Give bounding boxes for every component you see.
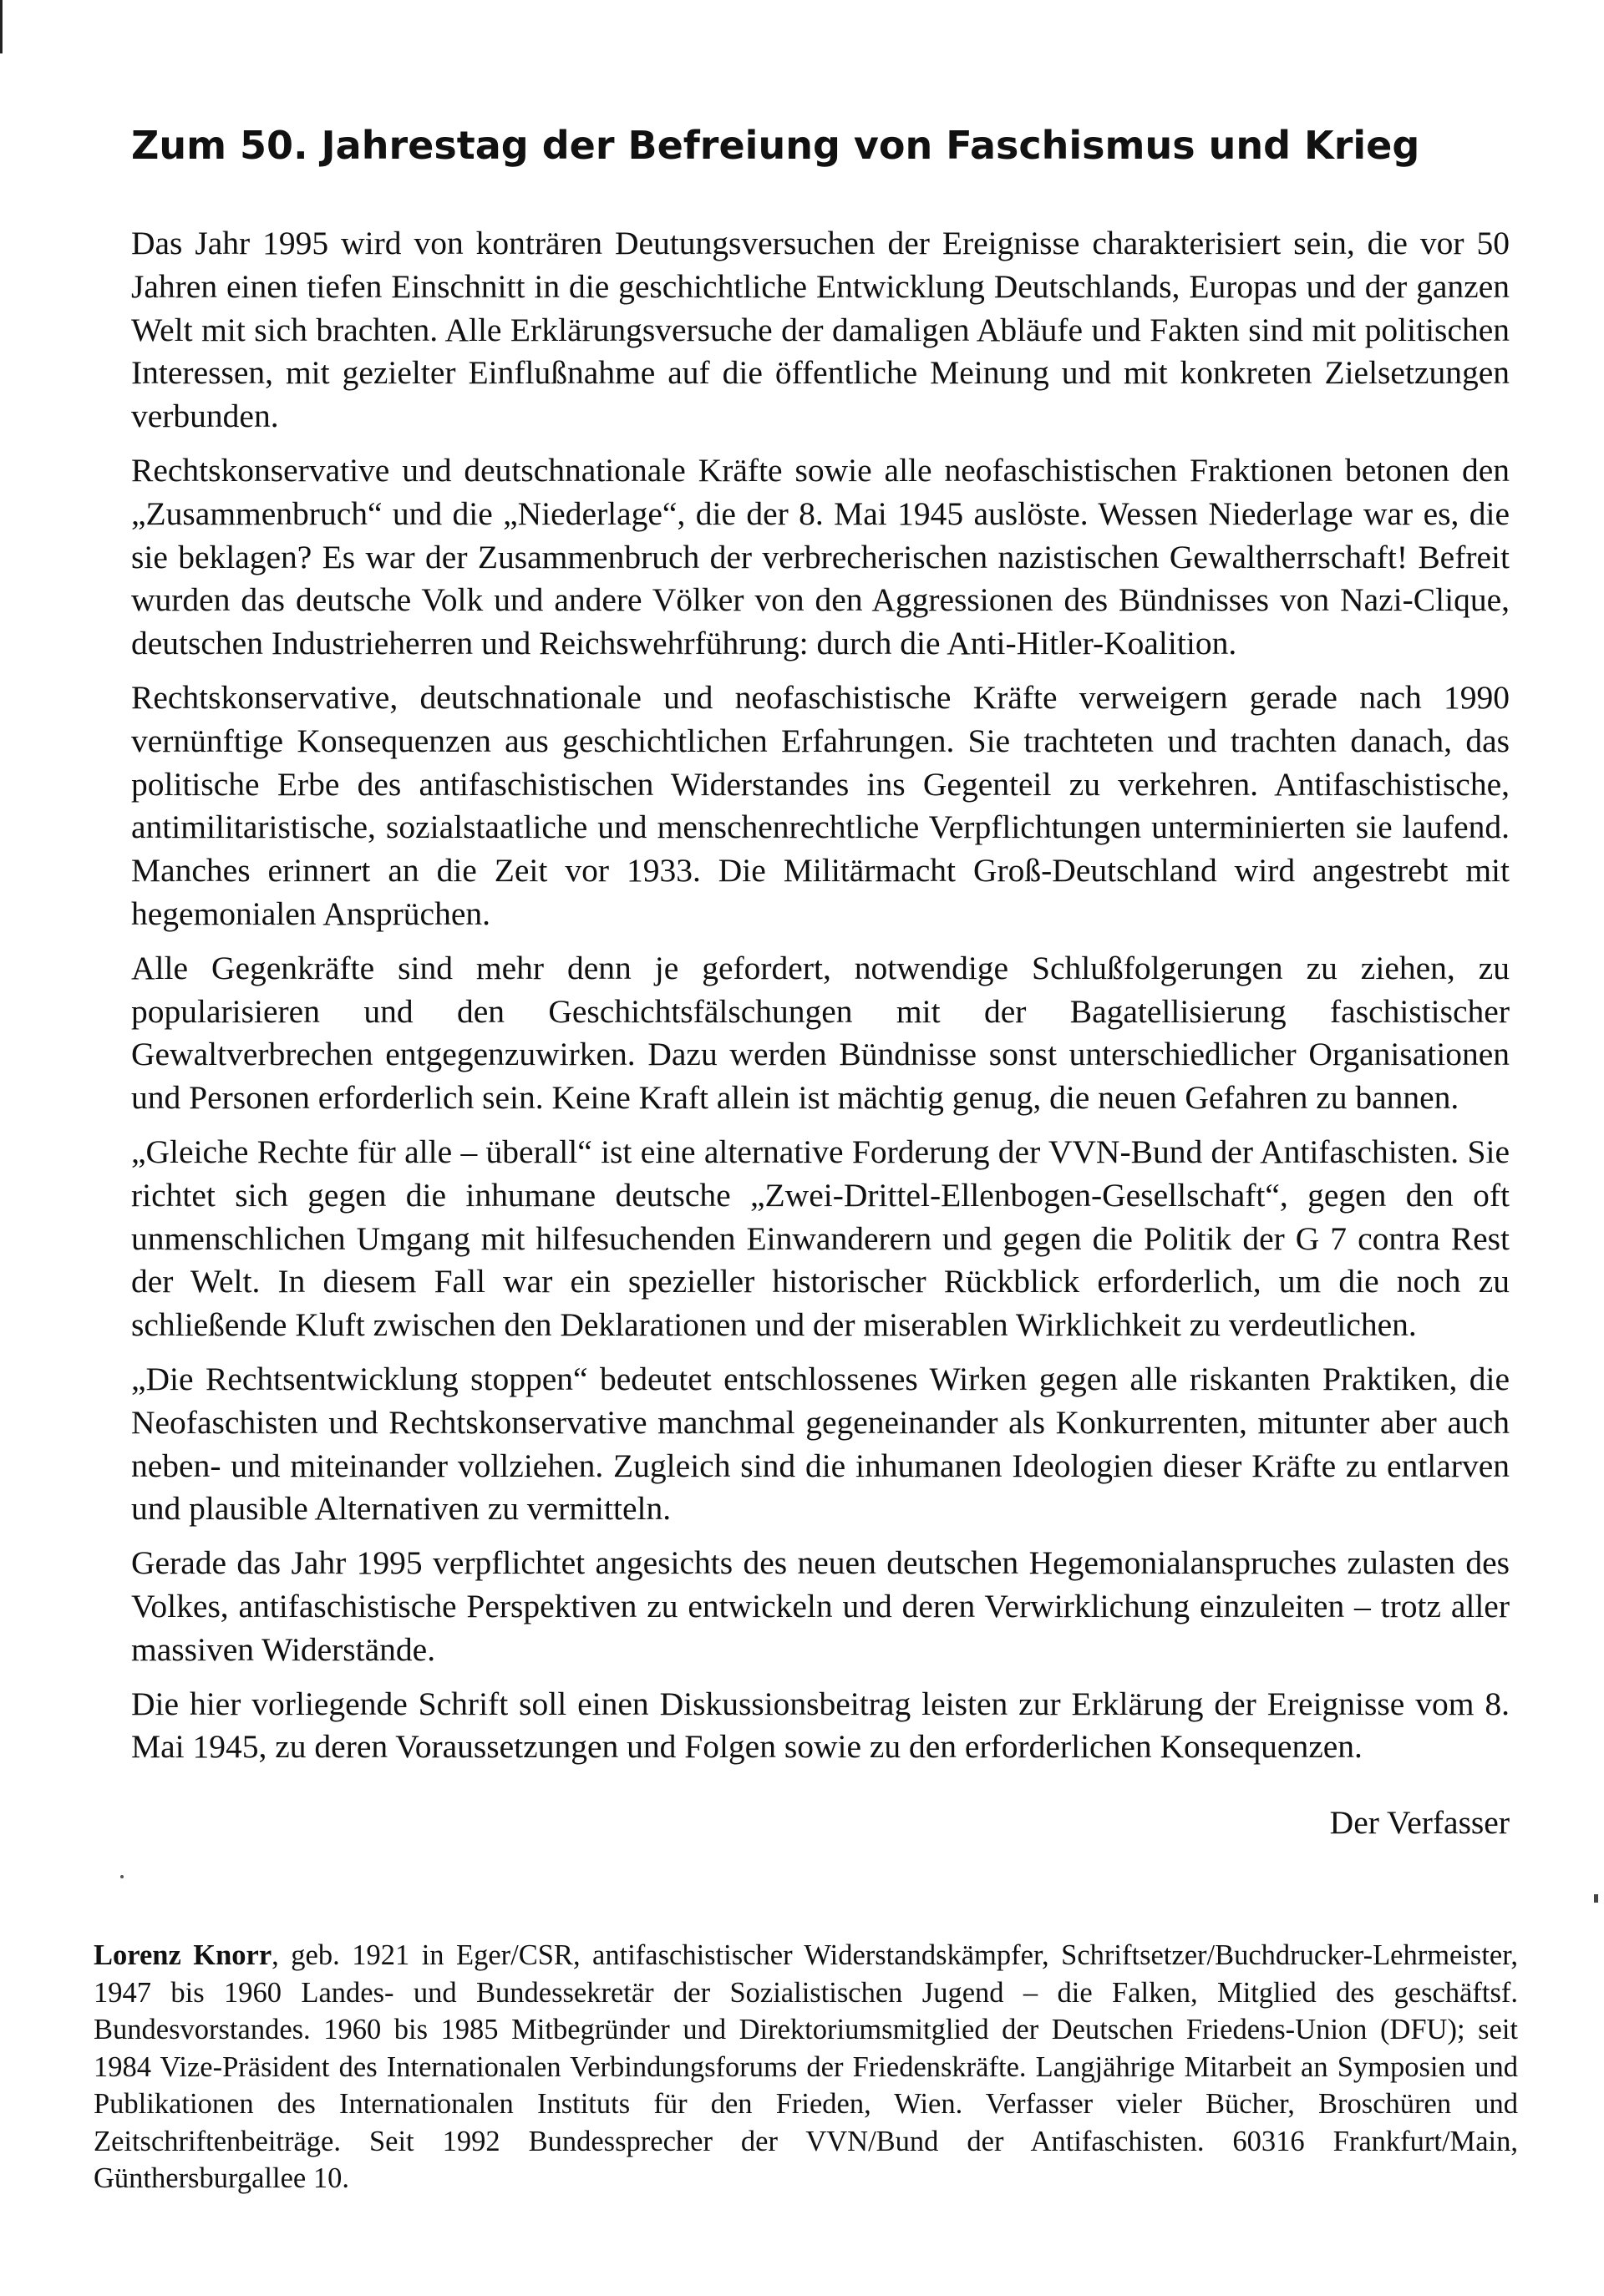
author-bio-text: , geb. 1921 in Eger/CSR, antifaschistischer Widerstandskämpfer, Schriftsetzer/Buchdrucker-Lehrmeister, 1947 bis 1960 Landes- und Bundessekretär der Sozialistischen Jugend – die Falken, Mitglied des geschäftsf. Bundesvorstandes. 1960 bis 1985 Mitbegründer und Direktoriumsmitglied der Deutschen Friedens-Union (DFU); seit 1984 Vize-Präsident des Internationalen Verbindungsforums der Friedenskräfte. Langjährige Mitarbeit an Symposien und Publikationen des Internationalen Instituts für den Frieden, Wien. Verfasser vieler Bücher, Broschüren und Zeitschriftenbeiträge. Seit 1992 Bundessprecher der VVN/Bund der Antifaschisten. 60316 Frankfurt/Main, Günthersburgallee 10. [94,1939,1518,2194]
main-text [131,222,1510,1780]
paragraph-3: Rechtskonservative, deutschnationale und neofaschistische Kräfte verweigern gerade nach 1990 vernünftige Konsequenzen aus geschichtlichen Erfahrungen. Sie trachteten und trachten danach, das politische Erbe des antifaschistischen Widerstandes ins Gegenteil zu verkehren. Antifaschistische, antimilitaristische, sozialstaatliche und menschenrechtliche Verpflichtungen unterminierten sie laufend. Manches erinnert an die Zeit vor 1933. Die Militärmacht Groß-Deutschland wird angestrebt mit hegemonialen Ansprüchen. [131,678,1510,932]
author-bio-paragraph [94,1937,1518,2197]
paragraph-8: Die hier vorliegende Schrift soll einen Diskussionsbeitrag leisten zur Erklärung der Ereignisse vom 8. Mai 1945, zu deren Voraussetzungen und Folgen sowie zu den erforderlichen Konsequenzen. [131,1685,1510,1766]
author-name: Lorenz Knorr [94,1939,272,1971]
paragraph-6: „Die Rechtsentwicklung stoppen“ bedeutet entschlossenes Wirken gegen alle riskanten Praktiken, die Neofaschisten und Rechtskonservative manchmal gegeneinander als Konkurrenten, mitunter aber auch neben- und miteinander vollziehen. Zugleich sind die inhumanen Ideologien dieser Kräfte zu entlarven und plausible Alternativen zu vermitteln. [131,1360,1510,1528]
paragraph-1: Das Jahr 1995 wird von konträren Deutungsversuchen der Ereignisse charakterisiert sein, die vor 50 Jahren einen tiefen Einschnitt in die geschichtliche Entwicklung Deutschlands, Europas und der ganzen Welt mit sich brachten. Alle Erklärungsversuche der damaligen Abläufe und Fakten sind mit politischen Interessen, mit gezielter Einflußnahme auf die öffentliche Meinung und mit konkreten Zielsetzungen verbunden. [131,225,1510,435]
scan-speck [120,1875,124,1878]
paragraph-5: „Gleiche Rechte für alle – überall“ ist eine alternative Forderung der VVN-Bund der Antifaschisten. Sie richtet sich gegen die inhumane deutsche „Zwei-Drittel-Ellenbogen-Gesellschaft“, gegen den oft unmenschlichen Umgang mit hilfesuchenden Einwanderern und gegen die Politik der G 7 contra Rest der Welt. In diesem Fall war ein spezieller historischer Rückblick erforderlich, um die noch zu schließende Kluft zwischen den Deklarationen und der miserablen Wirklichkeit zu verdeutlichen. [131,1133,1510,1344]
page-title: Zum 50. Jahrestag der Befreiung von Faschismus und Krieg [131,123,1420,168]
scan-speck-edge [1594,1894,1598,1903]
signature: Der Verfasser [1329,1804,1510,1841]
paragraph-2: Rechtskonservative und deutschnationale Kräfte sowie alle neofaschistischen Fraktionen betonen den „Zusammenbruch“ und die „Niederlage“, die der 8. Mai 1945 auslöste. Wessen Niederlage war es, die sie beklagen? Es war der Zusammenbruch der verbrecherischen nazistischen Gewaltherrschaft! Befreit wurden das deutsche Volk und andere Völker von den Aggressionen des Bündnisses von Nazi-Clique, deutschen Industrieherren und Reichswehrführung: durch die Anti-Hitler-Koalition. [131,451,1510,662]
scan-edge-mark [0,0,3,53]
author-bio [94,1937,1518,2197]
paragraph-7: Gerade das Jahr 1995 verpflichtet angesichts des neuen deutschen Hegemonialanspruches zulasten des Volkes, antifaschistische Perspektiven zu entwickeln und deren Verwirklichung einzuleiten – trotz aller massiven Widerstände. [131,1544,1510,1668]
paragraph-4: Alle Gegenkräfte sind mehr denn je gefordert, notwendige Schlußfolgerungen zu ziehen, zu popularisieren und den Geschichtsfälschungen mit der Bagatellisierung faschistischer Gewaltverbrechen entgegenzuwirken. Dazu werden Bündnisse sonst unterschiedlicher Organisationen und Personen erforderlich sein. Keine Kraft allein ist mächtig genug, die neuen Gefahren zu bannen. [131,949,1510,1117]
